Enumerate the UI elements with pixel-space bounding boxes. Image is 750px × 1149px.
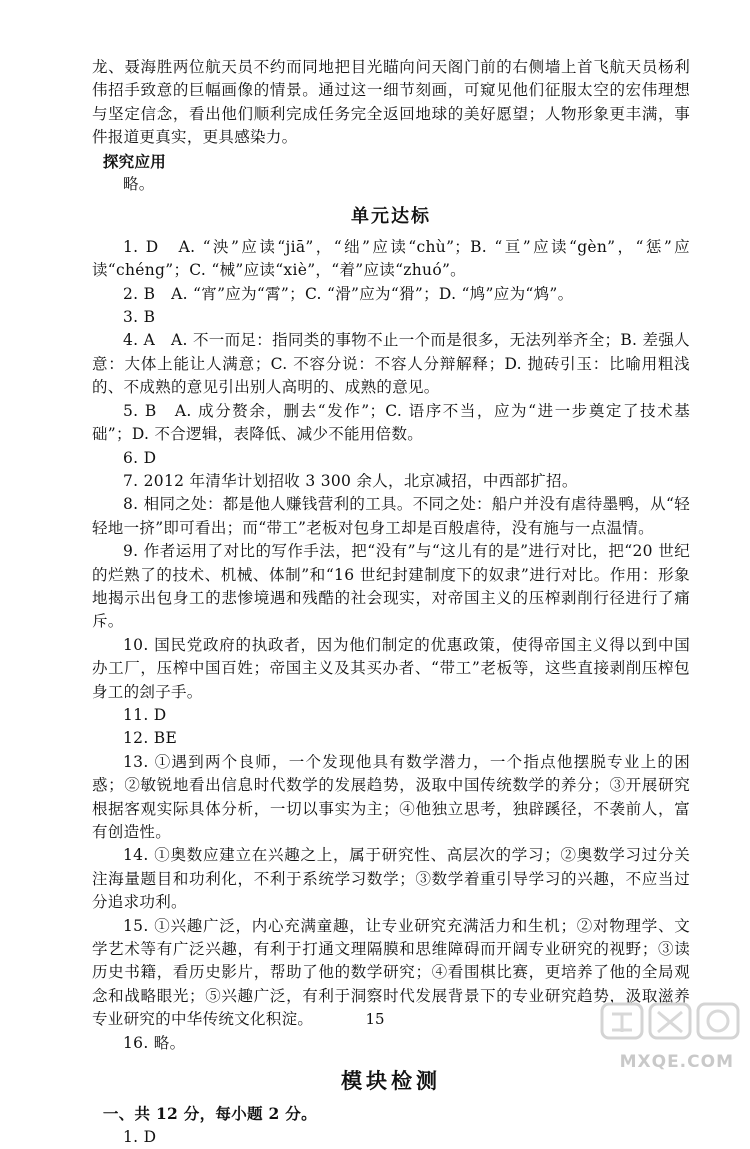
page-number: 15 (365, 1010, 385, 1028)
page-body (92, 56, 690, 1149)
answer-item-12: 12. BE (123, 729, 178, 748)
answer-item-3: 3. B (123, 308, 156, 327)
paragraph-line: 龙、聂海胜两位航天员不约而同地把目光瞄向问天阁门前的右侧墙上首飞航天员杨利 (92, 58, 690, 76)
module-part-heading: 一、共 12 分，每小题 2 分。 (102, 1104, 317, 1124)
module-section-title: 模块检测 (341, 1068, 441, 1094)
paragraph-line: 报道更真实，更具感染力。 (107, 128, 298, 147)
paragraph-line: 与坚定信念，看出他们顺利完成任务完全返回地球的美好愿望；人物形象更丰满，事件 (92, 104, 690, 147)
unit-section-title: 单元达标 (351, 206, 431, 228)
answer-item-2: 2. B A. “宵”应为“霄”；C. “滑”应为“猾”；D. “鸠”应为“鸩”。 (123, 284, 574, 303)
answer-item-4: 4. A A. 不一而足：指同类的事物不止一个而是很多，无法列举齐全；B. 差强人意：大体上能让人满意；C. 不容分说：不容人分辩解释；D. 抛砖引玉：比喻用粗浅的、不成熟的意见引出别人高明的、成熟的意见。 (92, 331, 690, 397)
answer-item-7: 7. 2012 年清华计划招收 3 300 余人，北京减招，中西部扩招。 (123, 471, 578, 490)
answer-item-6: 6. D (123, 448, 157, 467)
paragraph-line: 伟招手致意的巨幅画像的情景。通过这一细节刻画，可窥见他们征服太空的宏伟理想 (92, 81, 690, 100)
explore-heading: 探究应用 (102, 151, 167, 171)
answer-item-13: 13. ①遇到两个良师，一个发现他具有数学潜力，一个指点他摆脱专业上的困惑；②敏锐地看出信息时代数学的发展趋势，汲取中国传统数学的养分；③开展研究根据客观实际具体分析，一切以事实为主；④他独立思考，独辟蹊径，不袭前人，富有创造性。 (92, 752, 690, 841)
answer-item-5: 5. B A. 成分赘余，删去“发作”；C. 语序不当，应为“进一步奠定了技术基础”；D. 不合逻辑，表降低、减少不能用倍数。 (92, 401, 690, 444)
watermark-logo (598, 1000, 744, 1078)
module-answer-item-1: 1. D (123, 1127, 157, 1146)
answer-item-16: 16. 略。 (123, 1033, 186, 1052)
answer-item-1: 1. D A. “泱”应读“jiā”，“绌”应读“chù”；B. “亘”应读“gèn”，“惩”应读“chéng”；C. “械”应读“xiè”，“着”应读“zhuó”。 (92, 237, 690, 280)
answer-item-8: 8. 相同之处：都是他人赚钱营利的工具。不同之处：船户并没有虐待墨鸭，从“轻轻地一挤”即可看出；而“带工”老板对包身工却是百般虐待，没有施与一点温情。 (92, 495, 690, 537)
answer-item-11: 11. D (123, 705, 167, 724)
answer-item-14: 14. ①奥数应建立在兴趣之上，属于研究性、高层次的学习；②奥数学习过分关注海量题目和功利化，不利于系统学习数学；③数学着重引导学习的兴趣，不应当过分追求功利。 (92, 846, 690, 912)
watermark-text: MXQE.COM (619, 1052, 734, 1072)
answer-item-15: 15. ①兴趣广泛，内心充满童趣，让专业研究充满活力和生机；②对物理学、文学艺术等有广泛兴趣，有利于打通文理隔膜和思维障碍而开阔专业研究的视野；③读历史书籍，看历史影片，帮助了他的数学研究；④看围棋比赛，更培养了他的全局观念和战略眼光；⑤兴趣广泛，有利于洞察时代发展背景下的专业研究趋势，汲取滋养专业研究的中华传统文化积淀。 (92, 916, 690, 1029)
answer-item-10: 10. 国民党政府的执政者，因为他们制定的优惠政策，使得帝国主义得以到中国办工厂，压榨中国百姓；帝国主义及其买办者、“带工”老板等，这些直接剥削压榨包身工的刽子手。 (92, 635, 690, 701)
explore-answer: 略。 (123, 175, 155, 194)
continued-paragraph (92, 56, 690, 150)
answer-item-9: 9. 作者运用了对比的写作手法，把“没有”与“这儿有的是”进行对比，把“20 世纪的烂熟了的技术、机械、体制”和“16 世纪封建制度下的奴隶”进行对比。作用：形象地揭示出包身工的悲惨境遇和残酷的社会现实，对帝国主义的压榨剥削行径进行了痛斥。 (92, 542, 690, 631)
